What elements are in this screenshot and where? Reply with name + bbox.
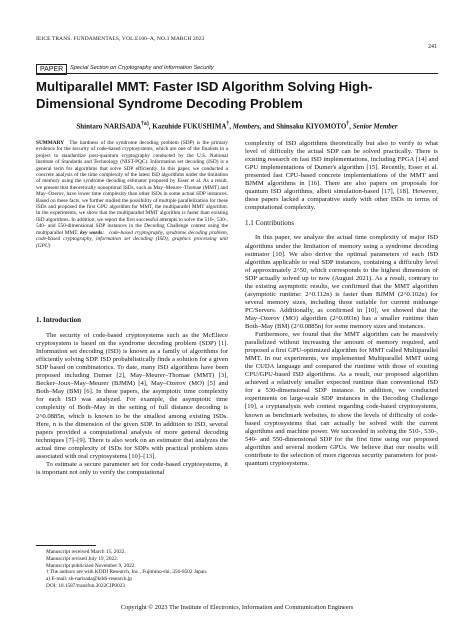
- author-name: Shintaro NARISADA: [76, 122, 141, 131]
- copyright-line: Copyright © 2023 The Institute of Electronics, Information and Communication Engineers: [120, 604, 354, 611]
- author-mark: †: [346, 121, 350, 127]
- author-role: Senior Member: [352, 122, 398, 131]
- subsection-heading: 1.1 Contributions: [245, 219, 295, 228]
- author-mark: †: [226, 121, 230, 127]
- journal-header: IEICE TRANS. FUNDAMENTALS, VOL.E106–A, NO.3 MARCH 2023: [36, 36, 205, 42]
- footnote-affiliation: † The authors are with KDDI Research, Inc., Fujimino-shi, 356-8502 Japan.: [46, 569, 208, 576]
- paper-title: Multiparallel MMT: Faster ISD Algorithm Solving High-Dimensional Syndrome Decoding Problem: [36, 79, 373, 111]
- paragraph: To estimate a secure parameter set for code-based cryptosystems, it is important not only to verify the computational: [36, 460, 228, 476]
- abstract: [36, 140, 228, 249]
- footnote-rule: [36, 545, 96, 546]
- footnote-revised: Manuscript revised July 19, 2022.: [46, 555, 119, 562]
- keywords-label: key words:: [80, 229, 104, 236]
- author-mark: †a): [141, 121, 149, 127]
- author-name: Shinsaku KIYOMOTO: [276, 122, 347, 131]
- footnote-received: Manuscript received March 15, 2022.: [46, 549, 126, 555]
- paragraph: complexity of ISD algorithms theoretically but also to verify to what level of difficulty the actual SDP can be solved practically. There is existing research on fast ISD implementations, including FPGA [14] and GPU implementations of Dumer's algorithm [15]. Recently, Esser et al. presented fast CPU-based concrete implementations of the MMT and BJMM algorithms in [16]. There are also papers on proposals for quantum ISD algorithms, albeit simulation-based [17], [18]. However, these papers lacked a comparative study with other ISDs in terms of computational complexity.: [245, 140, 438, 212]
- keywords-text: code-based cryptography, syndrome decoding problem, code-based cryptography, information set decoding (ISD), graphics processing unit (GPU): [36, 229, 228, 249]
- footnotes: [46, 549, 228, 590]
- abstract-label: SUMMARY: [36, 140, 65, 146]
- footnote-published: Manuscript publicized November 9, 2022.: [46, 562, 136, 569]
- author-conjunction: and: [263, 122, 275, 131]
- footnote-doi: DOI: 10.1587/transfun.2022CIP0023: [46, 582, 126, 589]
- page-number: 241: [428, 44, 437, 50]
- paragraph: In this paper, we analyze the actual time complexity of major ISD algorithms under the limitation of memory using a syndrome decoding estimator [10]. We also derive the optimal parameters of each ISD algorithm applicable to real SDP instances, containing a difficulty level of approximately 2^50, which corresponds to the highest dimension of SDP actually solved up to now (August 2021). As a result, contrary to the existing asymptotic results, we confirmed that the MMT algorithm (asymptotic runtime: 2^0.112n) is faster than BJMM (2^0.102n) for several memory sizes, including those suitable for current midrange PC/Servers. Additionally, as confirmed in [10], we showed that the May–Ozerov (MO) algorithm (2^0.093n) has a smaller runtime than Both–May (BM) (2^0.0885n) for some memory sizes and instances.: [245, 234, 438, 330]
- author-line: Shintaro NARISADA$^{\dagger a)}$, Kazuhide FUKUSHIMA†, Members, and Shinsaku KIYOMOTO†, Senior Member: [76, 121, 398, 131]
- header-rule: [36, 73, 438, 74]
- right-column: [245, 140, 438, 468]
- footnote-email: a) E-mail: sh-narisada@kddi-research.jp: [46, 576, 132, 583]
- abstract-text: The hardness of the syndrome decoding problem (SDP) is the primary evidence for the security of code-based cryptosystems, which are one of the finalists in a project to standardize post-quantum cryptography conducted by the U.S. National Institute of Standards and Technology (NIST-PQC). Information set decoding (ISD) is a general term for algorithms that solve SDP efficiently. In this paper, we conducted a concrete analysis of the time complexity of the latest ISD algorithms under the limitation of memory using the syndrome decoding estimator proposed by Esser et al. As a result, we present that theoretically nonoptimal ISDs, such as May–Meurer–Thomae (MMT) and May–Ozerov, have lower time complexity than other ISDs in some actual SDP instances. Based on these facts, we further studied the possibility of multiple parallelization for these ISDs and proposed the first GPU algorithm for MMT, the multiparallel MMT algorithm. In the experiments, we show that the multiparallel MMT algorithm is faster than existing ISD algorithms. In addition, we report the first successful attempts to solve the 510-, 530-, 540- and 550-dimensional SDP instances in the Decoding Challenge contest using the multiparallel MMT.: [36, 140, 228, 236]
- author-role: Members,: [232, 122, 262, 131]
- author-name: Kazuhide FUKUSHIMA: [152, 122, 227, 131]
- section-heading: 1. Introduction: [36, 316, 81, 324]
- paper-type-tag: PAPER: [36, 64, 67, 75]
- intro-section: [36, 316, 228, 477]
- special-section-label: Special Section on Cryptography and Information Security: [70, 65, 214, 71]
- paragraph: Furthermore, we found that the MMT algorithm can be massively parallelized without increasing the amount of memory required, and proposed a first GPU-optimized algorithm for MMT called Multiparallel MMT. In our experiments, we implemented Multiparallel MMT using the CUDA language and compared the runtime with those of existing CPU/GPU-based ISD algorithms. As a result, our proposed algorithm achieved a relatively smaller expected runtime than conventional ISD for a 530-dimensional SDP instance. In addition, we conducted experiments on large-scale SDP instances in the Decoding Challenge [19], a cryptanalysis web contest regarding code-based cryptosystems, known as benchmark websites, to show the levels of difficulty of code-based cryptosystems that can actually be solved with the current algorithms and machine power. We succeeded in solving the 510-, 530-, 540- and 550-dimensional SDP for the first time using our proposed algorithm and several modern GPUs. We believe that our results will contribute to the selection of more rigorous security parameters for post-quantum cryptosystems.: [245, 331, 438, 467]
- paragraph: The security of code-based cryptosystems such as the McEliece cryptosystem is based on the syndrome decoding problem (SDP) [1]. Information set decoding (ISD) is known as a family of algorithms for efficiently solving SDP. ISD probabilistically finds a solution for a given SDP based on combinatorics. To date, many ISD algorithms have been proposed including Dumer [2], May–Meurer–Thomae (MMT) [3], Becker–Joux–May–Meurer (BJMM) [4], May–Ozerov (MO) [5] and Both–May (BM) [6]. In these papers, the asymptotic time complexity for each ISD was analyzed. For example, the asymptotic time complexity of Both–May in the setting of full distance decoding is 2^0.0885n, which is known to be the smallest among existing ISDs. Here, n is the dimension of the given SDP. In addition to ISD, several papers provided a computational analysis of more general decoding techniques [7]–[9]. There is also work on an estimator that analyzes the actual time complexity of ISDs for SDPs with practical problem sizes associated with real cryptosystems [10]–[13].: [36, 332, 228, 460]
